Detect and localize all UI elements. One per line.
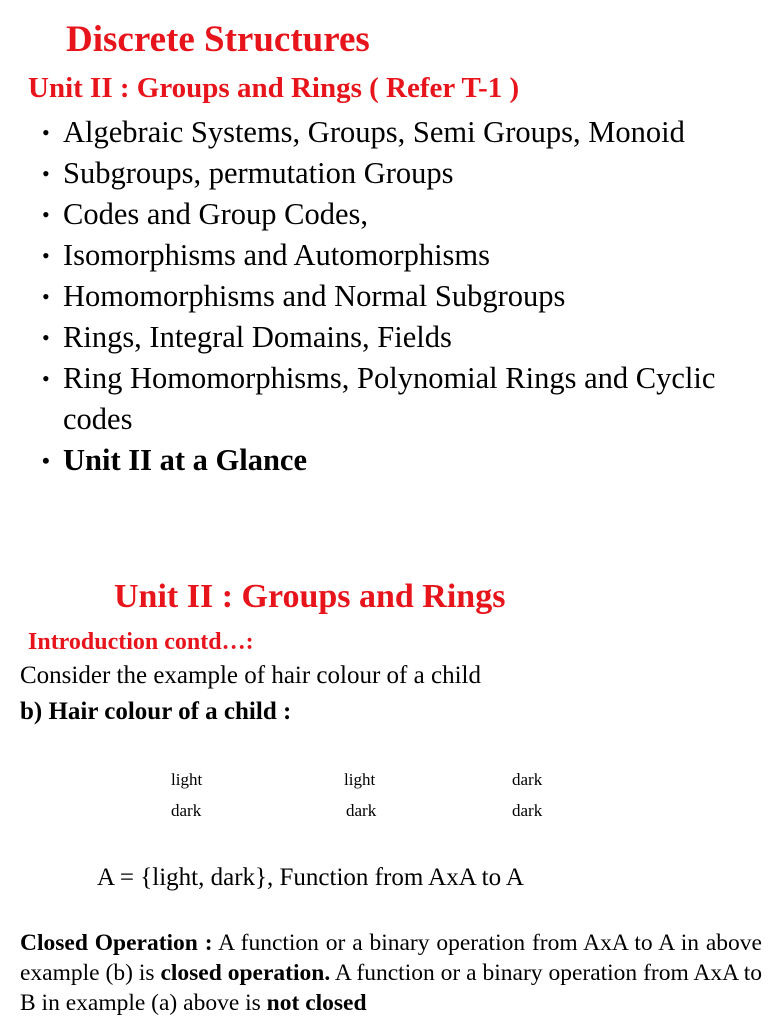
bullet-icon: • [42,325,50,350]
table-cell: light [344,770,376,789]
bullet-icon: • [42,366,50,391]
closed-operation-paragraph [20,928,762,1018]
topic-text: Subgroups, permutation Groups [63,156,454,190]
topic-item [42,358,742,440]
hair-colour-heading: b) Hair colour of a child : [20,698,292,725]
table-cell: dark [171,801,202,820]
closed-operation-term: Closed Operation : [20,930,213,956]
set-definition: A = {light, dark}, Function from AxA to A [97,864,524,891]
topic-text: Rings, Integral Domains, Fields [63,320,452,354]
topic-text: Ring Homomorphisms, Polynomial Rings and Cyclic codes [63,361,716,436]
topic-item [42,317,742,358]
paragraph-text: A function or a binary operation from AxA to A in above example (b) is [20,930,762,986]
bullet-icon: • [42,243,50,268]
topic-list [42,112,742,481]
table-cell: dark [512,801,543,820]
intro-heading: Introduction contd…: [28,629,254,655]
slide2-heading: Unit II : Groups and Rings [114,578,506,615]
topic-item [42,194,742,235]
not-closed-emphasis: not closed [266,990,367,1016]
topic-text: Unit II at a Glance [63,443,307,477]
bullet-icon: • [42,284,50,309]
topic-text: Homomorphisms and Normal Subgroups [63,279,566,313]
table-cell: dark [346,801,377,820]
bullet-icon: • [42,120,50,145]
topic-item-glance [42,440,742,481]
topic-text: Algebraic Systems, Groups, Semi Groups, Monoid [63,115,685,149]
topic-item [42,112,742,153]
topic-text: Codes and Group Codes, [63,197,368,231]
topic-item [42,235,742,276]
topic-item [42,276,742,317]
table-cell: light [171,770,203,789]
table-cell: dark [512,770,543,789]
topic-text: Isomorphisms and Automorphisms [63,238,491,272]
paragraph-text: A function or a binary operation from AxA to B in example (a) above is [20,960,762,1016]
topic-item [42,153,742,194]
closed-operation-emphasis: closed operation. [160,960,331,986]
slide-title: Discrete Structures [66,19,370,60]
unit-heading: Unit II : Groups and Rings ( Refer T-1 ) [28,72,520,104]
consider-text: Consider the example of hair colour of a child [20,662,481,689]
bullet-icon: • [42,448,50,473]
bullet-icon: • [42,161,50,186]
bullet-icon: • [42,202,50,227]
